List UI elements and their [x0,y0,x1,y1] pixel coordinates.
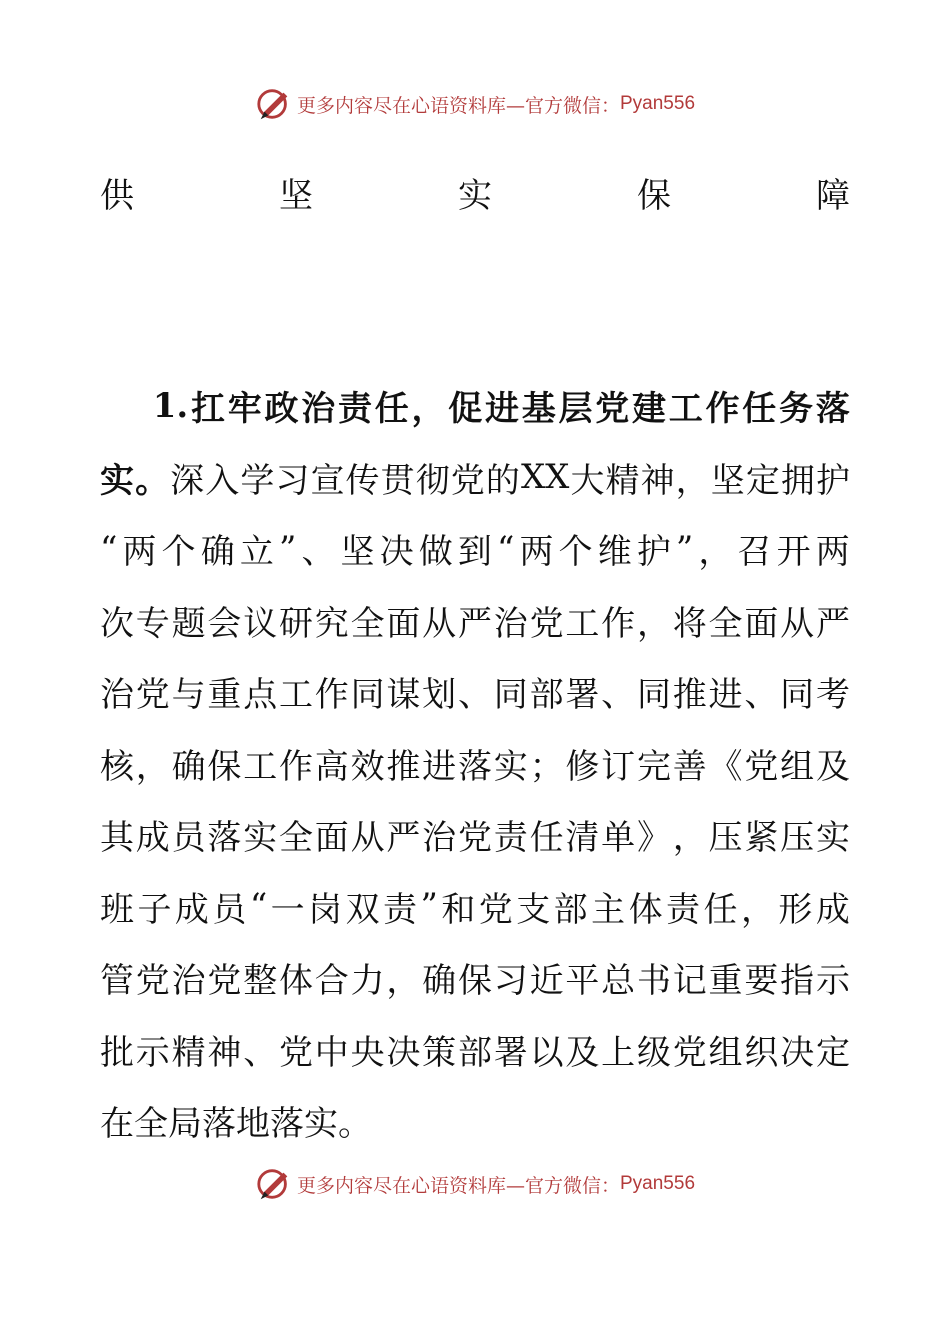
paragraph-char: 做 [418,532,453,573]
paragraph-char: 《 [708,746,743,787]
paragraph-char: 实 [815,818,850,859]
paragraph-char: 护 [815,460,850,501]
paragraph-char: 彻 [415,460,450,501]
paragraph-char: 从 [422,603,457,644]
paragraph-char: 究 [314,603,349,644]
paragraph-char: 题 [171,603,206,644]
paragraph-char: 个 [558,532,593,573]
spread-char: 障 [816,176,850,216]
paragraph-char: 任 [742,389,777,430]
paragraph-char: ， [135,746,170,787]
paragraph-char: 责 [383,889,418,930]
paragraph-char: 以 [529,1032,564,1073]
paragraph-char: 宣 [310,460,345,501]
paragraph-char: 确 [200,532,235,573]
paragraph-char: 效 [350,746,385,787]
paragraph-char: 促 [448,389,483,430]
paragraph-char: 大 [570,460,605,501]
paragraph-char: 全 [134,1104,168,1145]
paragraph-char: “ [496,528,515,569]
paragraph-char: 要 [744,961,779,1002]
paragraph-char: 进 [708,675,743,716]
paragraph-char: 同 [493,675,528,716]
paragraph-char: 习 [275,460,310,501]
paragraph-char: 署 [493,1032,528,1073]
paragraph-char: 务 [779,389,813,430]
paragraph-char: 1. [152,385,189,426]
paragraph-char: 面 [314,818,349,859]
paragraph-char: 全 [350,603,385,644]
paragraph-char: 作 [705,389,740,430]
paragraph-char: 双 [345,889,380,930]
paragraph-char: 决 [379,532,414,573]
paragraph-char: 进 [485,389,519,430]
paragraph-char: 将 [672,603,707,644]
paragraph-char: 作 [278,746,313,787]
paragraph-line [100,1014,850,1086]
paragraph-char: 神 [207,1032,242,1073]
paragraph-char: 保 [207,746,242,787]
paragraph-char: 牢 [227,389,262,430]
paragraph-char: 支 [516,889,551,930]
paragraph-char: ， [411,389,446,430]
paragraph-line [100,1085,850,1157]
paragraph-char: 落 [207,818,242,859]
paragraph-char: 传 [345,460,380,501]
paragraph-char: 实 [100,460,134,501]
paragraph-char: 两 [122,532,157,573]
watermark-wechat-id: Pyan556 [620,1173,696,1194]
paragraph-char: 员 [171,818,206,859]
paragraph-char: 修 [565,746,600,787]
paragraph-char: 央 [350,1032,385,1073]
paragraph-char: 上 [601,1032,636,1073]
paragraph-line [100,728,850,800]
paragraph-char: 织 [744,1032,779,1073]
paragraph-char: 面 [744,603,779,644]
paragraph-char: 总 [601,961,636,1002]
paragraph-char: 从 [350,818,385,859]
paragraph-char: 的 [485,460,520,501]
paragraph-char: 责 [493,818,528,859]
paragraph-char: 岗 [308,889,343,930]
spread-char: 实 [458,176,492,216]
spread-char: 保 [637,176,671,216]
paragraph-char: 。 [135,460,170,501]
paragraph-char: 清 [565,818,600,859]
paragraph-char: 严 [815,603,850,644]
paragraph-char: 贯 [380,460,415,501]
paragraph-char: 地 [236,1104,270,1145]
paragraph-char: 落 [202,1104,236,1145]
paragraph-char: 党 [278,1032,313,1073]
paragraph-char: 紧 [744,818,779,859]
paragraph-char: 批 [100,1032,134,1073]
paragraph-char: 局 [168,1104,202,1145]
paragraph-line [100,871,850,943]
paragraph-char: 同 [780,675,815,716]
paragraph-char: 示 [135,1032,170,1073]
paragraph-char: 合 [314,961,349,1002]
paragraph-char: 平 [565,961,600,1002]
paragraph-char: 在 [100,1104,134,1145]
paragraph-char: 工 [668,389,703,430]
paragraph-char: 基 [521,389,556,430]
paragraph-char: 。 [338,1104,372,1145]
paragraph-char: ， [675,460,710,501]
paragraph-char: ， [740,889,775,930]
watermark-text: 更多内容尽在心语资料库—官方微信： [296,1174,620,1197]
paragraph-line [100,442,850,514]
paragraph-char: “ [249,886,268,927]
paragraph-char: 体 [628,889,663,930]
paragraph-char: 决 [780,1032,815,1073]
paragraph-char: 入 [205,460,240,501]
paragraph-char: 落 [270,1104,304,1145]
paragraph-char: 署 [565,675,600,716]
paragraph-char: 维 [597,532,632,573]
paragraph-char: 完 [636,746,671,787]
paragraph-char: 拥 [780,460,815,501]
paragraph-char: 专 [135,603,170,644]
paragraph-char: 面 [386,603,421,644]
paragraph-char: 谋 [386,675,421,716]
paragraph-char: 压 [708,818,743,859]
paragraph-char: 成 [135,818,170,859]
paragraph-char: 严 [386,818,421,859]
paragraph-char: 推 [386,746,421,787]
paragraph-char: 个 [161,532,196,573]
paragraph-char: 员 [212,889,247,930]
spread-heading-line [100,168,850,224]
paragraph-char: 实 [304,1104,338,1145]
paragraph-char: 政 [264,389,299,430]
paragraph-char: 建 [632,389,666,430]
paragraph-char: 从 [780,603,815,644]
paragraph-char: 、 [601,675,636,716]
paragraph-char: ， [698,532,733,573]
paragraph-char: 确 [171,746,206,787]
paragraph-char: 高 [314,746,349,787]
paragraph-char: 任 [529,818,564,859]
paragraph-char: 作 [601,603,636,644]
paragraph-char: 议 [243,603,278,644]
paragraph-char: 党 [672,1032,707,1073]
paragraph-char: 精 [171,1032,206,1073]
spread-char: 供 [100,176,134,216]
paragraph-char: 、 [243,1032,278,1073]
paragraph-char: 部 [529,675,564,716]
paragraph-char: 保 [457,961,492,1002]
paragraph-char: 推 [672,675,707,716]
paragraph-char: 党 [529,603,564,644]
paragraph-char: 落 [815,389,850,430]
paragraph-char: 核 [100,746,134,787]
paragraph-char: 整 [243,961,278,1002]
paragraph-char: 工 [278,675,313,716]
paragraph-char: 重 [207,675,242,716]
paragraph-char: 党 [595,389,630,430]
paragraph-char: ； [529,746,564,787]
paragraph-char: 确 [422,961,457,1002]
paragraph-char: 责 [666,889,701,930]
paragraph-char: 全 [278,818,313,859]
paragraph-line [100,370,850,442]
paragraph-char: 落 [457,746,492,787]
paragraph-char: 治 [100,675,134,716]
paragraph-char: 护 [636,532,671,573]
paragraph-char: “ [100,528,118,569]
paragraph-char: 和 [441,889,476,930]
paragraph-char: 划 [422,675,457,716]
paragraph-char: 其 [100,818,134,859]
paragraph-line [100,656,850,728]
paragraph-char: 到 [457,532,492,573]
paragraph-char: 党 [457,818,492,859]
paragraph-char: 开 [776,532,811,573]
paragraph-char: 党 [450,460,485,501]
paragraph-char: 精 [605,460,640,501]
paragraph-char: 级 [636,1032,671,1073]
paragraph-char: 力 [350,961,385,1002]
paragraph-char: 、 [301,532,336,573]
paragraph-char: 党 [207,961,242,1002]
paragraph-char: 责 [338,389,372,430]
paragraph-char: 严 [457,603,492,644]
paragraph-char: 管 [100,961,134,1002]
paragraph-char: 成 [174,889,209,930]
paragraph-char: 坚 [340,532,375,573]
paragraph-char: 形 [778,889,813,930]
body-paragraph [100,370,850,1157]
paragraph-char: 治 [301,389,336,430]
paragraph-char: 及 [815,746,850,787]
paragraph-char: 实 [493,746,528,787]
paragraph-line [100,513,850,585]
paragraph-char: 重 [708,961,743,1002]
paragraph-char: 神 [640,460,675,501]
paragraph-char: 习 [493,961,528,1002]
paragraph-char: 党 [135,961,170,1002]
watermark-wechat-id: Pyan556 [620,93,696,114]
paragraph-char: 治 [171,961,206,1002]
paragraph-char: 主 [591,889,626,930]
paragraph-char: 班 [100,889,134,930]
paragraph-char: 党 [478,889,513,930]
paragraph-char: 同 [350,675,385,716]
header-watermark [0,82,950,126]
paragraph-line [100,942,850,1014]
paragraph-char: 一 [270,889,305,930]
spread-char: 坚 [279,176,313,216]
paragraph-char: 、 [457,675,492,716]
pen-logo-icon [255,85,293,123]
paragraph-char: 组 [780,746,815,787]
paragraph-char: 策 [422,1032,457,1073]
paragraph-char: 党 [135,675,170,716]
paragraph-char: 部 [457,1032,492,1073]
paragraph-char: 决 [386,1032,421,1073]
paragraph-char: 单 [601,818,636,859]
paragraph-char: 记 [672,961,707,1002]
paragraph-char: ， [386,961,421,1002]
paragraph-char: 考 [815,675,850,716]
paragraph-char: 任 [703,889,738,930]
paragraph-char: 部 [553,889,588,930]
paragraph-char: 书 [636,961,671,1002]
paragraph-char: 》 [636,818,671,859]
paragraph-char: 指 [780,961,815,1002]
pen-logo-icon [255,1165,293,1203]
paragraph-char: 善 [672,746,707,787]
paragraph-char: XX [520,457,570,498]
paragraph-char: 立 [239,532,274,573]
paragraph-char: 学 [240,460,275,501]
paragraph-char: 示 [815,961,850,1002]
paragraph-char: 召 [737,532,772,573]
paragraph-char: 工 [565,603,600,644]
paragraph-char: ” [675,528,694,569]
paragraph-char: 进 [422,746,457,787]
paragraph-char: 、 [744,675,779,716]
paragraph-char: 层 [558,389,593,430]
paragraph-char: 与 [171,675,206,716]
paragraph-char: 两 [815,532,850,573]
paragraph-char: 子 [137,889,172,930]
paragraph-char: 压 [780,818,815,859]
paragraph-char: ， [672,818,707,859]
paragraph-char: 实 [243,818,278,859]
paragraph-char: ， [636,603,671,644]
paragraph-char: 任 [374,389,409,430]
paragraph-char: 点 [243,675,278,716]
paragraph-line [100,799,850,871]
paragraph-char: 近 [529,961,564,1002]
paragraph-char: 定 [815,1032,850,1073]
paragraph-char: 次 [100,603,134,644]
paragraph-char: 成 [815,889,850,930]
paragraph-line [100,585,850,657]
paragraph-char: 会 [207,603,242,644]
paragraph-char: 深 [170,460,205,501]
paragraph-char: 全 [708,603,743,644]
paragraph-char: 坚 [710,460,745,501]
paragraph-char: 工 [243,746,278,787]
paragraph-char: 扛 [191,389,225,430]
paragraph-char: 治 [422,818,457,859]
paragraph-char: 订 [601,746,636,787]
paragraph-char: 中 [314,1032,349,1073]
paragraph-char: 治 [493,603,528,644]
paragraph-char: 党 [744,746,779,787]
footer-watermark [0,1162,950,1206]
paragraph-char: 及 [565,1032,600,1073]
watermark-text: 更多内容尽在心语资料库—官方微信： [296,94,620,117]
paragraph-char: 组 [708,1032,743,1073]
paragraph-char: 作 [314,675,349,716]
paragraph-char: 同 [636,675,671,716]
paragraph-char: ” [420,886,438,927]
paragraph-char: 两 [519,532,554,573]
paragraph-char: 体 [278,961,313,1002]
paragraph-char: 定 [745,460,780,501]
paragraph-char: 研 [278,603,313,644]
paragraph-char: ” [278,528,297,569]
